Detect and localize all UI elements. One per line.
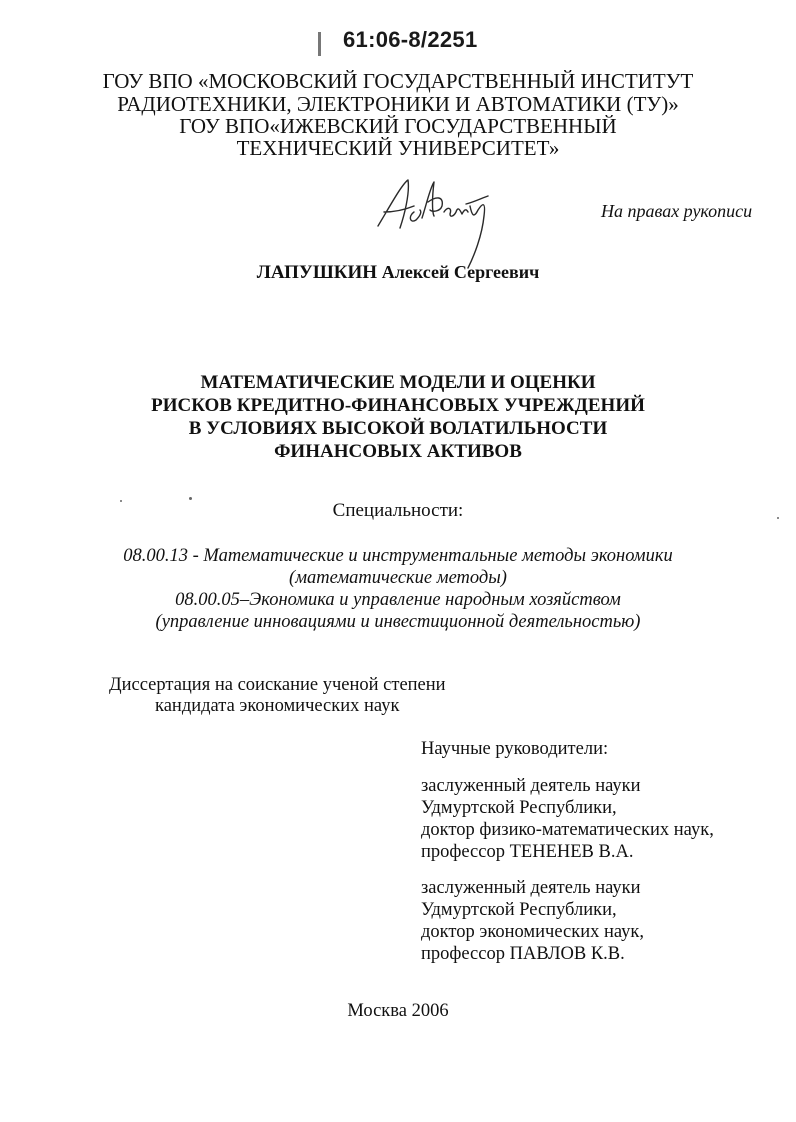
specialty-line-3: 08.00.05–Экономика и управление народным хозяйством bbox=[175, 590, 621, 610]
supervisor-1-line-4: профессор ТЕНЕНЕВ В.А. bbox=[421, 842, 634, 862]
specialty-line-4: (управление инновациями и инвестиционной деятельностью) bbox=[155, 612, 641, 632]
title-line-2: РИСКОВ КРЕДИТНО-ФИНАНСОВЫХ УЧРЕЖДЕНИЙ bbox=[151, 395, 645, 416]
supervisor-2-line-2: Удмуртской Республики, bbox=[421, 900, 617, 920]
scan-speck bbox=[189, 497, 192, 500]
manuscript-note: На правах рукописи bbox=[601, 201, 753, 221]
specialties-heading: Специальности: bbox=[332, 500, 464, 521]
scan-speck bbox=[777, 517, 779, 519]
dissertation-line-1: Диссертация на соискание ученой степени bbox=[109, 675, 446, 695]
supervisors-heading: Научные руководители: bbox=[421, 739, 609, 759]
institution-line-1: ГОУ ВПО «МОСКОВСКИЙ ГОСУДАРСТВЕННЫЙ ИНСТИТУТ bbox=[102, 69, 694, 93]
supervisor-1-line-1: заслуженный деятель науки bbox=[421, 776, 641, 796]
supervisor-2-line-1: заслуженный деятель науки bbox=[421, 878, 641, 898]
institution-line-3: ГОУ ВПО«ИЖЕВСКИЙ ГОСУДАРСТВЕННЫЙ bbox=[179, 114, 617, 138]
author-name bbox=[0, 262, 796, 284]
author-given-names: Алексей Сергеевич bbox=[381, 262, 540, 282]
dissertation-line-2: кандидата экономических наук bbox=[155, 696, 400, 716]
supervisor-1-line-2: Удмуртской Республики, bbox=[421, 798, 617, 818]
supervisor-2-line-3: доктор экономических наук, bbox=[421, 922, 645, 942]
archive-stamp: 61:06-8/2251 bbox=[343, 27, 478, 52]
place-year: Москва 2006 bbox=[347, 1001, 449, 1021]
supervisor-2-line-4: профессор ПАВЛОВ К.В. bbox=[421, 944, 625, 964]
specialty-line-2: (математические методы) bbox=[289, 568, 507, 588]
supervisor-1-line-3: доктор физико-математических наук, bbox=[421, 820, 714, 840]
title-line-3: В УСЛОВИЯХ ВЫСОКОЙ ВОЛАТИЛЬНОСТИ bbox=[188, 418, 608, 439]
title-line-4: ФИНАНСОВЫХ АКТИВОВ bbox=[274, 441, 522, 462]
title-line-1: МАТЕМАТИЧЕСКИЕ МОДЕЛИ И ОЦЕНКИ bbox=[200, 372, 596, 393]
institution-line-4: ТЕХНИЧЕСКИЙ УНИВЕРСИТЕТ» bbox=[236, 136, 560, 160]
author-surname: ЛАПУШКИН bbox=[256, 262, 378, 283]
institution-line-2: РАДИОТЕХНИКИ, ЭЛЕКТРОНИКИ И АВТОМАТИКИ (ТУ)» bbox=[117, 92, 679, 116]
author-signature bbox=[370, 176, 510, 271]
scan-mark bbox=[318, 32, 321, 56]
scan-speck bbox=[120, 500, 122, 502]
specialty-line-1: 08.00.13 - Математические и инструментальные методы экономики bbox=[123, 546, 673, 566]
